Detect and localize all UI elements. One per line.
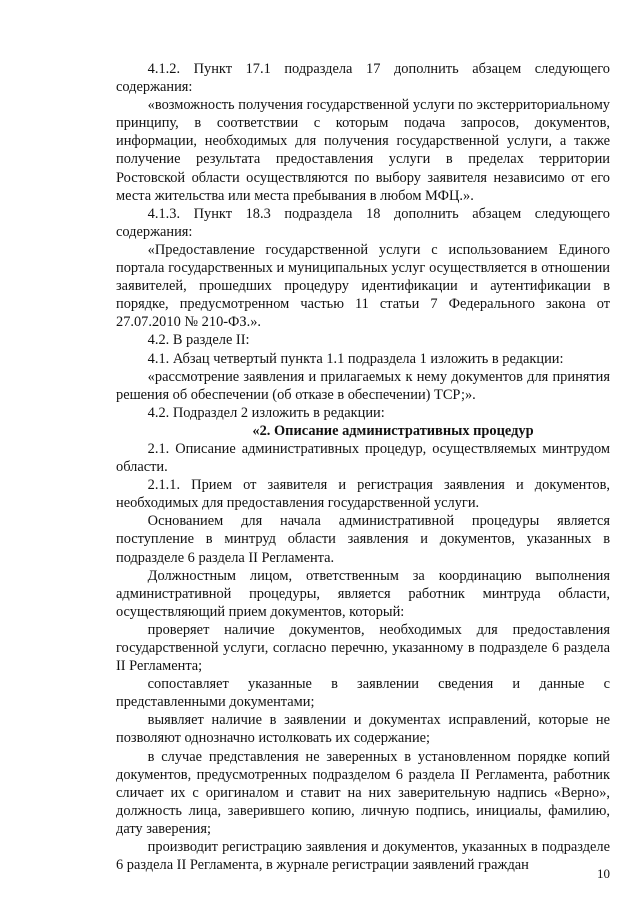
- paragraph-registers-application: производит регистрацию заявления и документов, указанных в подразделе 6 раздела II Регламента, в журнале регистрации заявлений граждан: [116, 839, 610, 874]
- paragraph-compares-data: сопоставляет указанные в заявлении сведения и данные с представленными документами;: [116, 676, 610, 711]
- paragraph-unified-portal-quote: «Предоставление государственной услуги с использованием Единого портала государственных и муниципальных услуг осуществляется в отношении заявителей, прошедших процедуру идентификации и аутентификации в порядке, предусмотренном частью 11 статьи 7 Федерального закона от 27.07.2010 № 210-ФЗ.».: [116, 241, 610, 331]
- paragraph-4-1-abzac: 4.1. Абзац четвертый пункта 1.1 подраздела 1 изложить в редакции:: [147, 350, 564, 367]
- page-number: 10: [597, 866, 610, 881]
- paragraph-checks-documents: проверяет наличие документов, необходимых для предоставления государственной услуги, согласно перечню, указанному в подразделе 6 раздела II Регламента;: [116, 621, 610, 675]
- paragraph-responsible-official: Должностным лицом, ответственным за координацию выполнения административной процедуры, является работник минтруда области, осуществляющий прием документов, который:: [116, 567, 610, 620]
- paragraph-4-1-3: 4.1.3. Пункт 18.3 подраздела 18 дополнить абзацем следующего содержания:: [116, 205, 610, 240]
- section-heading: «2. Описание административных процедур: [252, 422, 534, 439]
- paragraph-2-1: 2.1. Описание административных процедур, осуществляемых минтрудом области.: [116, 440, 610, 476]
- paragraph-4-1-2: 4.1.2. Пункт 17.1 подраздела 17 дополнить абзацем следующего содержания:: [116, 61, 610, 96]
- paragraph-tsr-quote: «рассмотрение заявления и прилагаемых к нему документов для принятия решения об обеспечении (об отказе в обеспечении) ТСР;».: [116, 368, 610, 403]
- document-body: [116, 60, 610, 874]
- paragraph-2-1-1: 2.1.1. Прием от заявителя и регистрация заявления и документов, необходимых для предоставления государственной услуги.: [116, 477, 610, 512]
- paragraph-certifies-copies: в случае представления не заверенных в установленном порядке копий документов, предусмотренных подразделом 6 раздела II Регламента, работник сличает их с оригиналом и ставит на них заверительную надпись «Верно», должность лица, заверившего копию, личную подпись, инициалы, фамилию, дату заверения;: [116, 748, 610, 837]
- paragraph-extraterritorial-quote: «возможность получения государственной услуги по экстерриториальному принципу, в соответствии с которым подача запросов, документов, информации, необходимых для получения государственной услуги, а также получение результата предоставления услуги в пределах территории Ростовской области осуществляются по выбору заявителя независимо от его места жительства или места пребывания в любом МФЦ.».: [116, 97, 610, 204]
- paragraph-4-2-section-ii: 4.2. В разделе II:: [147, 332, 250, 349]
- paragraph-4-2-subsection: 4.2. Подраздел 2 изложить в редакции:: [147, 404, 385, 421]
- paragraph-basis: Основанием для начала административной процедуры является поступление в минтруд области заявления и документов, указанных в подразделе 6 раздела II Регламента.: [116, 513, 610, 566]
- paragraph-detects-corrections: выявляет наличие в заявлении и документах исправлений, которые не позволяют однозначно истолковать их содержание;: [116, 712, 610, 747]
